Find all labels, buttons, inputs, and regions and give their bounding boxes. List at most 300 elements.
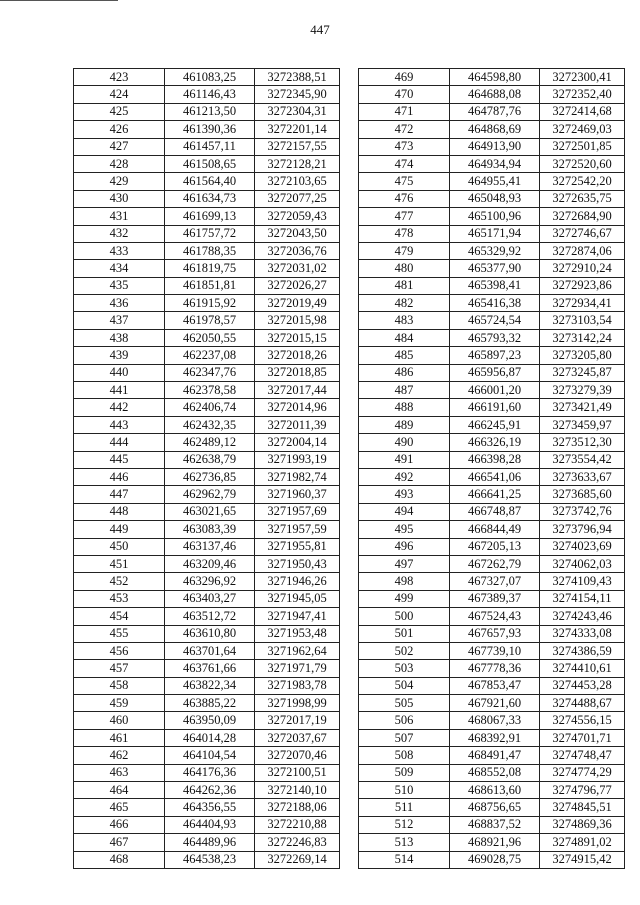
x-coordinate-cell: 461508,65 xyxy=(165,155,255,172)
table-row xyxy=(359,382,625,399)
x-coordinate-cell: 464934,94 xyxy=(450,155,540,172)
point-number-cell: 495 xyxy=(359,521,450,538)
table-row xyxy=(359,764,625,781)
point-number-cell: 450 xyxy=(74,538,165,555)
x-coordinate-cell: 467389,37 xyxy=(450,590,540,607)
x-coordinate-cell: 463822,34 xyxy=(165,677,255,694)
y-coordinate-cell: 3271982,74 xyxy=(255,468,340,485)
x-coordinate-cell: 468921,96 xyxy=(450,834,540,851)
point-number-cell: 429 xyxy=(74,173,165,190)
point-number-cell: 478 xyxy=(359,225,450,242)
y-coordinate-cell: 3271957,69 xyxy=(255,503,340,520)
y-coordinate-cell: 3272017,44 xyxy=(255,382,340,399)
table-row xyxy=(359,799,625,816)
point-number-cell: 485 xyxy=(359,347,450,364)
point-number-cell: 448 xyxy=(74,503,165,520)
table-row xyxy=(359,121,625,138)
table-row xyxy=(74,555,340,572)
point-number-cell: 434 xyxy=(74,260,165,277)
y-coordinate-cell: 3272910,24 xyxy=(540,260,625,277)
point-number-cell: 436 xyxy=(74,295,165,312)
table-row xyxy=(359,138,625,155)
table-row xyxy=(359,103,625,120)
y-coordinate-cell: 3272015,15 xyxy=(255,329,340,346)
point-number-cell: 508 xyxy=(359,747,450,764)
point-number-cell: 481 xyxy=(359,277,450,294)
point-number-cell: 463 xyxy=(74,764,165,781)
table-row xyxy=(74,295,340,312)
y-coordinate-cell: 3273103,54 xyxy=(540,312,625,329)
table-row xyxy=(359,729,625,746)
point-number-cell: 438 xyxy=(74,329,165,346)
table-row xyxy=(74,851,340,868)
coordinates-table-right xyxy=(358,68,625,869)
x-coordinate-cell: 469028,75 xyxy=(450,851,540,868)
y-coordinate-cell: 3272501,85 xyxy=(540,138,625,155)
x-coordinate-cell: 467262,79 xyxy=(450,555,540,572)
y-coordinate-cell: 3272923,86 xyxy=(540,277,625,294)
point-number-cell: 507 xyxy=(359,729,450,746)
table-row xyxy=(74,121,340,138)
y-coordinate-cell: 3271962,64 xyxy=(255,642,340,659)
y-coordinate-cell: 3272036,76 xyxy=(255,242,340,259)
point-number-cell: 480 xyxy=(359,260,450,277)
x-coordinate-cell: 467524,43 xyxy=(450,608,540,625)
table-row xyxy=(74,695,340,712)
x-coordinate-cell: 466001,20 xyxy=(450,382,540,399)
table-row xyxy=(359,208,625,225)
point-number-cell: 496 xyxy=(359,538,450,555)
point-number-cell: 489 xyxy=(359,416,450,433)
table-row xyxy=(74,312,340,329)
x-coordinate-cell: 463403,27 xyxy=(165,590,255,607)
x-coordinate-cell: 461757,72 xyxy=(165,225,255,242)
x-coordinate-cell: 465171,94 xyxy=(450,225,540,242)
x-coordinate-cell: 466641,25 xyxy=(450,486,540,503)
table-row xyxy=(359,260,625,277)
x-coordinate-cell: 464262,36 xyxy=(165,782,255,799)
table-row xyxy=(74,155,340,172)
point-number-cell: 460 xyxy=(74,712,165,729)
point-number-cell: 500 xyxy=(359,608,450,625)
point-number-cell: 468 xyxy=(74,851,165,868)
x-coordinate-cell: 463885,22 xyxy=(165,695,255,712)
y-coordinate-cell: 3272934,41 xyxy=(540,295,625,312)
point-number-cell: 471 xyxy=(359,103,450,120)
table-row xyxy=(74,208,340,225)
point-number-cell: 444 xyxy=(74,434,165,451)
x-coordinate-cell: 461915,92 xyxy=(165,295,255,312)
table-row xyxy=(359,642,625,659)
x-coordinate-cell: 466191,60 xyxy=(450,399,540,416)
table-row xyxy=(74,799,340,816)
table-row xyxy=(359,660,625,677)
point-number-cell: 487 xyxy=(359,382,450,399)
x-coordinate-cell: 461819,75 xyxy=(165,260,255,277)
x-coordinate-cell: 467205,13 xyxy=(450,538,540,555)
table-row xyxy=(74,173,340,190)
table-row xyxy=(74,260,340,277)
y-coordinate-cell: 3274386,59 xyxy=(540,642,625,659)
y-coordinate-cell: 3272077,25 xyxy=(255,190,340,207)
table-row xyxy=(74,69,340,86)
y-coordinate-cell: 3272469,03 xyxy=(540,121,625,138)
table-row xyxy=(74,625,340,642)
y-coordinate-cell: 3273512,30 xyxy=(540,434,625,451)
y-coordinate-cell: 3272157,55 xyxy=(255,138,340,155)
table-row xyxy=(74,573,340,590)
point-number-cell: 472 xyxy=(359,121,450,138)
point-number-cell: 449 xyxy=(74,521,165,538)
point-number-cell: 509 xyxy=(359,764,450,781)
y-coordinate-cell: 3274556,15 xyxy=(540,712,625,729)
x-coordinate-cell: 468756,65 xyxy=(450,799,540,816)
table-row xyxy=(74,590,340,607)
x-coordinate-cell: 461788,35 xyxy=(165,242,255,259)
y-coordinate-cell: 3271947,41 xyxy=(255,608,340,625)
point-number-cell: 437 xyxy=(74,312,165,329)
y-coordinate-cell: 3272388,51 xyxy=(255,69,340,86)
y-coordinate-cell: 3272015,98 xyxy=(255,312,340,329)
point-number-cell: 483 xyxy=(359,312,450,329)
y-coordinate-cell: 3274869,36 xyxy=(540,816,625,833)
point-number-cell: 493 xyxy=(359,486,450,503)
y-coordinate-cell: 3272269,14 xyxy=(255,851,340,868)
point-number-cell: 441 xyxy=(74,382,165,399)
table-row xyxy=(359,468,625,485)
point-number-cell: 440 xyxy=(74,364,165,381)
y-coordinate-cell: 3273554,42 xyxy=(540,451,625,468)
x-coordinate-cell: 462432,35 xyxy=(165,416,255,433)
y-coordinate-cell: 3274915,42 xyxy=(540,851,625,868)
point-number-cell: 431 xyxy=(74,208,165,225)
table-row xyxy=(74,521,340,538)
point-number-cell: 504 xyxy=(359,677,450,694)
x-coordinate-cell: 464688,08 xyxy=(450,86,540,103)
y-coordinate-cell: 3272014,96 xyxy=(255,399,340,416)
point-number-cell: 423 xyxy=(74,69,165,86)
y-coordinate-cell: 3272018,26 xyxy=(255,347,340,364)
table-row xyxy=(74,538,340,555)
point-number-cell: 513 xyxy=(359,834,450,851)
x-coordinate-cell: 464176,36 xyxy=(165,764,255,781)
y-coordinate-cell: 3272004,14 xyxy=(255,434,340,451)
table-row xyxy=(359,573,625,590)
table-row xyxy=(74,416,340,433)
x-coordinate-cell: 467853,47 xyxy=(450,677,540,694)
point-number-cell: 473 xyxy=(359,138,450,155)
y-coordinate-cell: 3272300,41 xyxy=(540,69,625,86)
y-coordinate-cell: 3272352,40 xyxy=(540,86,625,103)
x-coordinate-cell: 463701,64 xyxy=(165,642,255,659)
table-row xyxy=(359,173,625,190)
point-number-cell: 435 xyxy=(74,277,165,294)
y-coordinate-cell: 3272100,51 xyxy=(255,764,340,781)
table-row xyxy=(359,416,625,433)
coordinates-table-left xyxy=(73,68,340,869)
point-number-cell: 462 xyxy=(74,747,165,764)
x-coordinate-cell: 463950,09 xyxy=(165,712,255,729)
point-number-cell: 430 xyxy=(74,190,165,207)
table-row xyxy=(359,782,625,799)
point-number-cell: 484 xyxy=(359,329,450,346)
x-coordinate-cell: 465377,90 xyxy=(450,260,540,277)
y-coordinate-cell: 3272140,10 xyxy=(255,782,340,799)
table-row xyxy=(359,851,625,868)
x-coordinate-cell: 468491,47 xyxy=(450,747,540,764)
x-coordinate-cell: 461634,73 xyxy=(165,190,255,207)
x-coordinate-cell: 461213,50 xyxy=(165,103,255,120)
y-coordinate-cell: 3271983,78 xyxy=(255,677,340,694)
table-row xyxy=(359,347,625,364)
y-coordinate-cell: 3273421,49 xyxy=(540,399,625,416)
y-coordinate-cell: 3272746,67 xyxy=(540,225,625,242)
table-row xyxy=(359,695,625,712)
x-coordinate-cell: 466326,19 xyxy=(450,434,540,451)
table-row xyxy=(359,555,625,572)
point-number-cell: 453 xyxy=(74,590,165,607)
point-number-cell: 501 xyxy=(359,625,450,642)
point-number-cell: 492 xyxy=(359,468,450,485)
x-coordinate-cell: 462489,12 xyxy=(165,434,255,451)
x-coordinate-cell: 465329,92 xyxy=(450,242,540,259)
x-coordinate-cell: 465793,32 xyxy=(450,329,540,346)
x-coordinate-cell: 462237,08 xyxy=(165,347,255,364)
x-coordinate-cell: 461457,11 xyxy=(165,138,255,155)
point-number-cell: 475 xyxy=(359,173,450,190)
table-row xyxy=(74,242,340,259)
y-coordinate-cell: 3273742,76 xyxy=(540,503,625,520)
y-coordinate-cell: 3272414,68 xyxy=(540,103,625,120)
x-coordinate-cell: 462406,74 xyxy=(165,399,255,416)
point-number-cell: 511 xyxy=(359,799,450,816)
point-number-cell: 469 xyxy=(359,69,450,86)
table-row xyxy=(359,242,625,259)
table-row xyxy=(359,486,625,503)
point-number-cell: 424 xyxy=(74,86,165,103)
y-coordinate-cell: 3272210,88 xyxy=(255,816,340,833)
table-row xyxy=(74,434,340,451)
y-coordinate-cell: 3272011,39 xyxy=(255,416,340,433)
x-coordinate-cell: 468067,33 xyxy=(450,712,540,729)
x-coordinate-cell: 464913,90 xyxy=(450,138,540,155)
point-number-cell: 498 xyxy=(359,573,450,590)
point-number-cell: 433 xyxy=(74,242,165,259)
y-coordinate-cell: 3274154,11 xyxy=(540,590,625,607)
table-row xyxy=(359,312,625,329)
y-coordinate-cell: 3272520,60 xyxy=(540,155,625,172)
table-row xyxy=(359,816,625,833)
x-coordinate-cell: 467657,93 xyxy=(450,625,540,642)
x-coordinate-cell: 461978,57 xyxy=(165,312,255,329)
table-row xyxy=(74,451,340,468)
point-number-cell: 452 xyxy=(74,573,165,590)
x-coordinate-cell: 461390,36 xyxy=(165,121,255,138)
y-coordinate-cell: 3272103,65 xyxy=(255,173,340,190)
point-number-cell: 456 xyxy=(74,642,165,659)
x-coordinate-cell: 465897,23 xyxy=(450,347,540,364)
x-coordinate-cell: 461699,13 xyxy=(165,208,255,225)
table-row xyxy=(74,729,340,746)
x-coordinate-cell: 464356,55 xyxy=(165,799,255,816)
y-coordinate-cell: 3272188,06 xyxy=(255,799,340,816)
y-coordinate-cell: 3272684,90 xyxy=(540,208,625,225)
y-coordinate-cell: 3273685,60 xyxy=(540,486,625,503)
x-coordinate-cell: 468837,52 xyxy=(450,816,540,833)
table-row xyxy=(74,468,340,485)
x-coordinate-cell: 466245,91 xyxy=(450,416,540,433)
y-coordinate-cell: 3273459,97 xyxy=(540,416,625,433)
y-coordinate-cell: 3272542,20 xyxy=(540,173,625,190)
point-number-cell: 461 xyxy=(74,729,165,746)
table-row xyxy=(74,712,340,729)
x-coordinate-cell: 463083,39 xyxy=(165,521,255,538)
table-row xyxy=(359,747,625,764)
table-row xyxy=(359,190,625,207)
table-row xyxy=(74,103,340,120)
point-number-cell: 467 xyxy=(74,834,165,851)
x-coordinate-cell: 465100,96 xyxy=(450,208,540,225)
y-coordinate-cell: 3271960,37 xyxy=(255,486,340,503)
x-coordinate-cell: 463296,92 xyxy=(165,573,255,590)
table-row xyxy=(74,764,340,781)
header-rule xyxy=(0,0,118,1)
table-row xyxy=(74,382,340,399)
y-coordinate-cell: 3273205,80 xyxy=(540,347,625,364)
table-row xyxy=(74,364,340,381)
x-coordinate-cell: 464014,28 xyxy=(165,729,255,746)
table-row xyxy=(74,747,340,764)
table-row xyxy=(74,329,340,346)
table-row xyxy=(74,86,340,103)
y-coordinate-cell: 3274891,02 xyxy=(540,834,625,851)
y-coordinate-cell: 3273279,39 xyxy=(540,382,625,399)
point-number-cell: 477 xyxy=(359,208,450,225)
y-coordinate-cell: 3271971,79 xyxy=(255,660,340,677)
table-row xyxy=(359,451,625,468)
y-coordinate-cell: 3271953,48 xyxy=(255,625,340,642)
table-row xyxy=(359,590,625,607)
x-coordinate-cell: 464489,96 xyxy=(165,834,255,851)
y-coordinate-cell: 3274333,08 xyxy=(540,625,625,642)
y-coordinate-cell: 3271957,59 xyxy=(255,521,340,538)
table-row xyxy=(359,399,625,416)
x-coordinate-cell: 461851,81 xyxy=(165,277,255,294)
x-coordinate-cell: 462347,76 xyxy=(165,364,255,381)
x-coordinate-cell: 463761,66 xyxy=(165,660,255,677)
x-coordinate-cell: 466844,49 xyxy=(450,521,540,538)
x-coordinate-cell: 466541,06 xyxy=(450,468,540,485)
point-number-cell: 465 xyxy=(74,799,165,816)
table-row xyxy=(359,329,625,346)
table-row xyxy=(359,712,625,729)
x-coordinate-cell: 461564,40 xyxy=(165,173,255,190)
point-number-cell: 491 xyxy=(359,451,450,468)
x-coordinate-cell: 465956,87 xyxy=(450,364,540,381)
y-coordinate-cell: 3273142,24 xyxy=(540,329,625,346)
table-row xyxy=(359,86,625,103)
point-number-cell: 428 xyxy=(74,155,165,172)
point-number-cell: 466 xyxy=(74,816,165,833)
y-coordinate-cell: 3274062,03 xyxy=(540,555,625,572)
y-coordinate-cell: 3274023,69 xyxy=(540,538,625,555)
point-number-cell: 502 xyxy=(359,642,450,659)
point-number-cell: 476 xyxy=(359,190,450,207)
x-coordinate-cell: 467739,10 xyxy=(450,642,540,659)
table-row xyxy=(74,399,340,416)
table-row xyxy=(359,434,625,451)
y-coordinate-cell: 3272874,06 xyxy=(540,242,625,259)
x-coordinate-cell: 464538,23 xyxy=(165,851,255,868)
point-number-cell: 458 xyxy=(74,677,165,694)
x-coordinate-cell: 462378,58 xyxy=(165,382,255,399)
point-number-cell: 427 xyxy=(74,138,165,155)
point-number-cell: 490 xyxy=(359,434,450,451)
y-coordinate-cell: 3272043,50 xyxy=(255,225,340,242)
y-coordinate-cell: 3271950,43 xyxy=(255,555,340,572)
table-row xyxy=(359,521,625,538)
point-number-cell: 443 xyxy=(74,416,165,433)
point-number-cell: 510 xyxy=(359,782,450,799)
y-coordinate-cell: 3273796,94 xyxy=(540,521,625,538)
point-number-cell: 442 xyxy=(74,399,165,416)
y-coordinate-cell: 3272128,21 xyxy=(255,155,340,172)
table-row xyxy=(359,608,625,625)
table-row xyxy=(359,277,625,294)
y-coordinate-cell: 3271945,05 xyxy=(255,590,340,607)
point-number-cell: 505 xyxy=(359,695,450,712)
y-coordinate-cell: 3271998,99 xyxy=(255,695,340,712)
x-coordinate-cell: 465724,54 xyxy=(450,312,540,329)
point-number-cell: 432 xyxy=(74,225,165,242)
table-row xyxy=(74,677,340,694)
table-row xyxy=(74,834,340,851)
point-number-cell: 514 xyxy=(359,851,450,868)
table-row xyxy=(359,364,625,381)
point-number-cell: 455 xyxy=(74,625,165,642)
point-number-cell: 425 xyxy=(74,103,165,120)
page-number: 447 xyxy=(310,22,330,37)
table-row xyxy=(359,834,625,851)
table-row xyxy=(74,277,340,294)
x-coordinate-cell: 461083,25 xyxy=(165,69,255,86)
point-number-cell: 482 xyxy=(359,295,450,312)
y-coordinate-cell: 3274796,77 xyxy=(540,782,625,799)
x-coordinate-cell: 468392,91 xyxy=(450,729,540,746)
x-coordinate-cell: 462736,85 xyxy=(165,468,255,485)
table-row xyxy=(359,677,625,694)
x-coordinate-cell: 466748,87 xyxy=(450,503,540,520)
y-coordinate-cell: 3271946,26 xyxy=(255,573,340,590)
x-coordinate-cell: 464598,80 xyxy=(450,69,540,86)
table-row xyxy=(74,503,340,520)
x-coordinate-cell: 464104,54 xyxy=(165,747,255,764)
point-number-cell: 474 xyxy=(359,155,450,172)
point-number-cell: 459 xyxy=(74,695,165,712)
point-number-cell: 486 xyxy=(359,364,450,381)
point-number-cell: 470 xyxy=(359,86,450,103)
y-coordinate-cell: 3271993,19 xyxy=(255,451,340,468)
table-row xyxy=(74,642,340,659)
x-coordinate-cell: 465398,41 xyxy=(450,277,540,294)
table-row xyxy=(359,625,625,642)
point-number-cell: 451 xyxy=(74,555,165,572)
table-row xyxy=(359,155,625,172)
y-coordinate-cell: 3274774,29 xyxy=(540,764,625,781)
point-number-cell: 494 xyxy=(359,503,450,520)
y-coordinate-cell: 3274243,46 xyxy=(540,608,625,625)
y-coordinate-cell: 3272345,90 xyxy=(255,86,340,103)
